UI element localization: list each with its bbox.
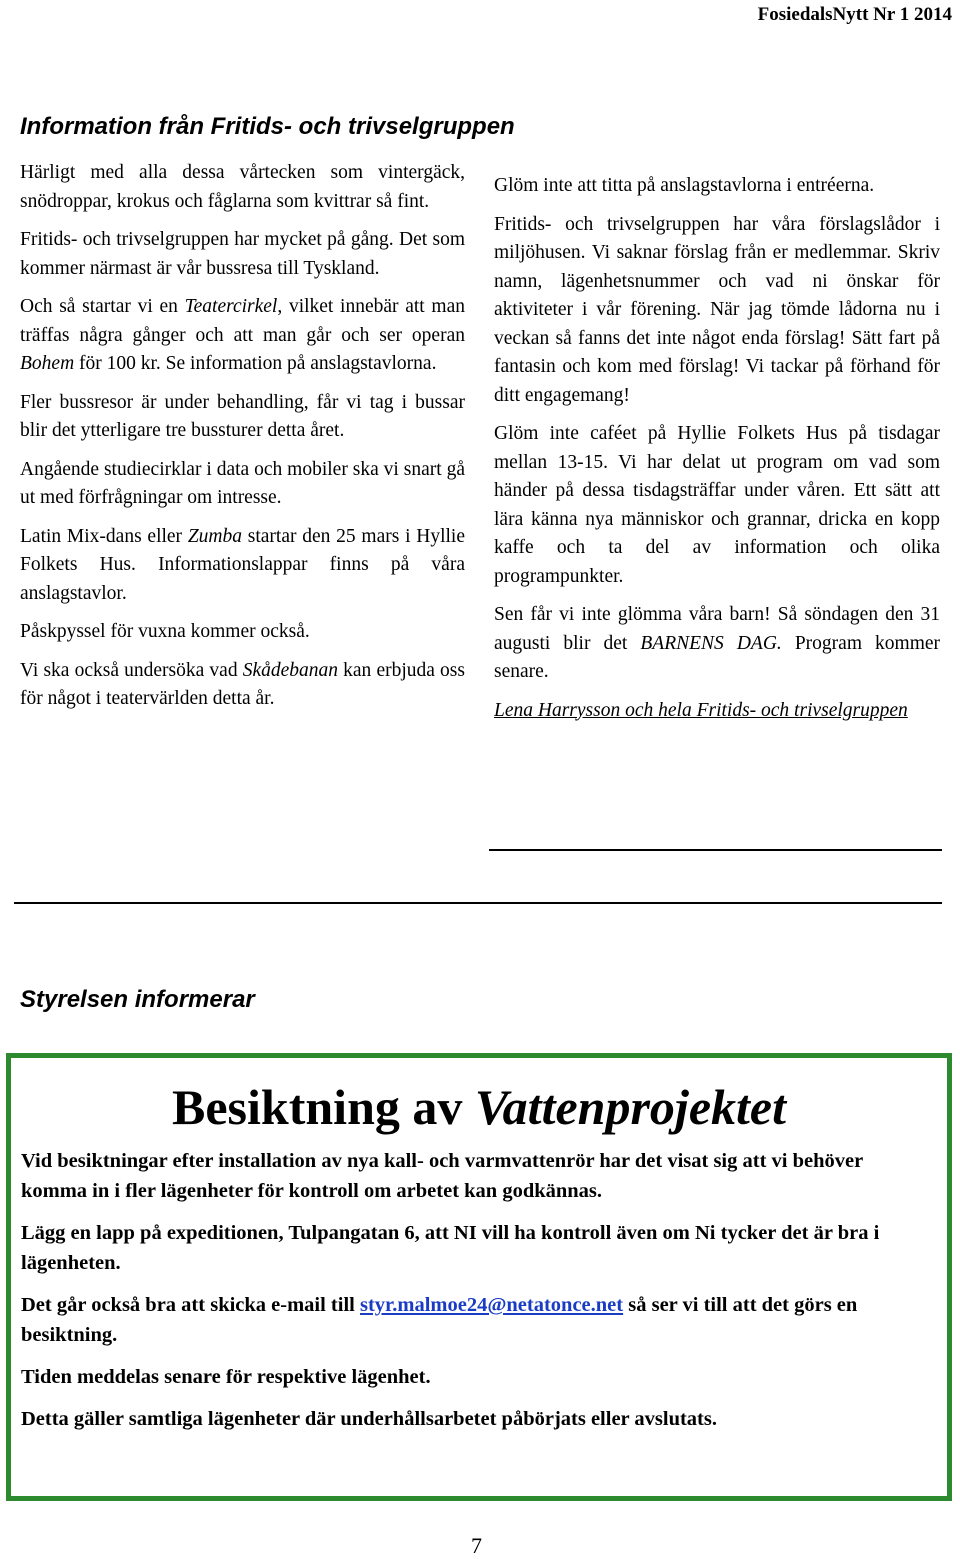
text: för 100 kr. Se information på anslagstavlorna. bbox=[74, 353, 437, 374]
email-link[interactable]: styr.malmoe24@netatonce.net bbox=[359, 1294, 624, 1316]
text-italic: Bohem bbox=[20, 353, 75, 374]
paragraph: Härligt med alla dessa vårtecken som vintergäck, snödroppar, krokus och fåglarna som kvittrar så fint. bbox=[20, 162, 465, 212]
right-column bbox=[494, 172, 940, 735]
paragraph bbox=[494, 601, 940, 687]
text: Latin Mix-dans eller bbox=[20, 525, 188, 547]
paragraph bbox=[20, 293, 465, 379]
text: Det går också bra att skicka e-mail till bbox=[21, 1294, 360, 1316]
text-italic: Teatercirkel bbox=[184, 296, 278, 317]
column-end-divider bbox=[489, 849, 942, 851]
text-italic: BARNENS DAG. bbox=[640, 632, 782, 654]
text: startar den 25 mars i Hyllie Folkets Hus. Informationslappar finns på våra anslagstavlor. bbox=[20, 525, 465, 604]
paragraph: Tiden meddelas senare för respektive lägenhet. bbox=[21, 1366, 431, 1388]
paragraph: Påskpyssel för vuxna kommer också. bbox=[20, 621, 310, 642]
paragraph: Fler bussresor är under behandling, får vi tag i bussar blir det ytterligare tre bussturer detta året. bbox=[20, 391, 465, 441]
left-column bbox=[20, 159, 465, 724]
notice-box bbox=[6, 1053, 952, 1501]
text-italic: Zumba bbox=[187, 525, 242, 547]
text: kan erbjuda oss för något i teatervärlden detta år. bbox=[20, 659, 465, 709]
paragraph: Lägg en lapp på expeditionen, Tulpangatan 6, att NI vill ha kontroll även om Ni tycker det är bra i lägenheten. bbox=[21, 1222, 880, 1274]
text: Sen får vi inte glömma våra barn! Så söndagen den 31 augusti blir det bbox=[494, 604, 940, 654]
issue-header: FosiedalsNytt Nr 1 2014 bbox=[757, 4, 952, 25]
notice-title bbox=[11, 1076, 947, 1138]
paragraph bbox=[21, 1290, 926, 1350]
section-divider bbox=[14, 902, 942, 904]
page-number: 7 bbox=[471, 1533, 482, 1558]
paragraph: Fritids- och trivselgruppen har våra förslagslådor i miljöhusen. Vi saknar förslag från er medlemmar. Skriv namn, lägenhetsnummer och vad ni önskar för aktiviteter i vår förening. När jag tömde lådorna nu i veckan så fanns det inte något enda förslag! Sätt fart på fantasin och kom med förslag! Vi tackar på förhand för ditt engagemang! bbox=[494, 213, 940, 406]
paragraph bbox=[20, 657, 465, 714]
text: Besiktning av bbox=[172, 1079, 475, 1135]
section-title-styrelsen: Styrelsen informerar bbox=[20, 986, 255, 1013]
paragraph bbox=[20, 523, 465, 609]
text: , vilket innebär att man träffas några gånger och att man går och ser operan bbox=[20, 296, 465, 346]
text-italic: Vattenprojektet bbox=[474, 1079, 786, 1135]
paragraph: Glöm inte caféet på Hyllie Folkets Hus på tisdagar mellan 13-15. Vi har delat ut program om vad som händer på dessa tisdagsträffar under våren. Ett sätt att lära känna nya människor och grannar, dricka en kopp kaffe och ta del av information och olika programpunkter. bbox=[494, 423, 940, 587]
text: Och så startar vi en bbox=[20, 296, 185, 317]
text: Program kommer senare. bbox=[494, 632, 941, 682]
paragraph: Fritids- och trivselgruppen har mycket på gång. Det som kommer närmast är vår bussresa till Tyskland. bbox=[20, 229, 465, 279]
paragraph: Glöm inte att titta på anslagstavlorna i entréerna. bbox=[494, 175, 875, 196]
notice-body bbox=[21, 1146, 926, 1446]
text-italic: Skådebanan bbox=[242, 659, 339, 681]
paragraph: Detta gäller samtliga lägenheter där underhållsarbetet påbörjats eller avslutats. bbox=[21, 1408, 717, 1430]
paragraph: Angående studiecirklar i data och mobiler ska vi snart gå ut med förfrågningar om intresse. bbox=[20, 458, 465, 508]
section-title-fritids: Information från Fritids- och trivselgruppen bbox=[20, 113, 515, 140]
text: så ser vi till att det görs en besiktning. bbox=[21, 1294, 858, 1346]
paragraph: Vid besiktningar efter installation av nya kall- och varmvattenrör har det visat sig att vi behöver komma in i fler lägenheter för kontroll om arbetet kan godkännas. bbox=[21, 1150, 863, 1202]
signature: Lena Harrysson och hela Fritids- och trivselgruppen bbox=[494, 699, 908, 721]
text: Vi ska också undersöka vad bbox=[20, 659, 243, 681]
